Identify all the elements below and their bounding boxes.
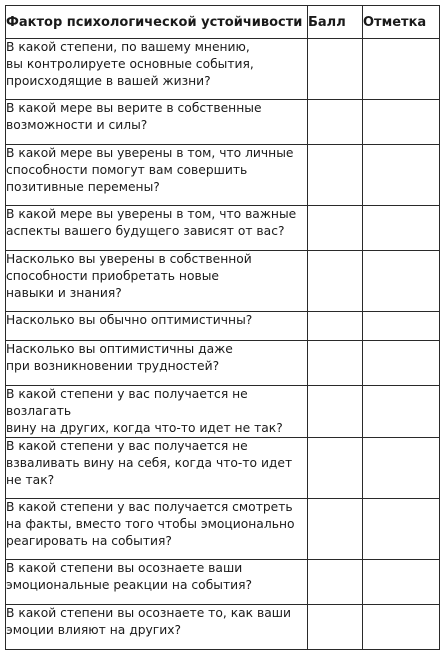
table-row xyxy=(6,206,440,251)
score-cell[interactable] xyxy=(308,341,363,386)
score-cell[interactable] xyxy=(308,560,363,605)
score-cell[interactable] xyxy=(308,605,363,650)
table-row xyxy=(6,251,440,312)
mark-cell[interactable] xyxy=(363,39,440,100)
score-cell[interactable] xyxy=(308,499,363,560)
score-cell[interactable] xyxy=(308,39,363,100)
score-cell[interactable] xyxy=(308,145,363,206)
question-text: В какой мере вы уверены в том, что личные способности помогут вам совершить позитивные перемены? xyxy=(6,145,308,206)
mark-cell[interactable] xyxy=(363,341,440,386)
table-row xyxy=(6,560,440,605)
mark-cell[interactable] xyxy=(363,386,440,438)
question-text: В какой мере вы верите в собственные возможности и силы? xyxy=(6,100,308,145)
mark-cell[interactable] xyxy=(363,145,440,206)
score-cell[interactable] xyxy=(308,438,363,499)
question-text: В какой степени вы осознаете то, как ваши эмоции влияют на других? xyxy=(6,605,308,650)
score-cell[interactable] xyxy=(308,312,363,341)
table-row xyxy=(6,312,440,341)
table-row xyxy=(6,100,440,145)
question-text: В какой степени у вас получается не возлагать вину на других, когда что-то идет не так? xyxy=(6,386,308,438)
score-cell[interactable] xyxy=(308,386,363,438)
table-row xyxy=(6,438,440,499)
table-row xyxy=(6,605,440,650)
mark-cell[interactable] xyxy=(363,251,440,312)
header-mark: Отметка xyxy=(363,6,440,39)
score-cell[interactable] xyxy=(308,251,363,312)
table-row xyxy=(6,386,440,438)
mark-cell[interactable] xyxy=(363,312,440,341)
table-row xyxy=(6,499,440,560)
mark-cell[interactable] xyxy=(363,438,440,499)
score-cell[interactable] xyxy=(308,100,363,145)
question-text: В какой степени у вас получается не взваливать вину на себя, когда что-то идет не так? xyxy=(6,438,308,499)
table-row xyxy=(6,39,440,100)
header-factor: Фактор психологической устойчивости xyxy=(6,6,308,39)
question-text: Насколько вы оптимистичны даже при возникновении трудностей? xyxy=(6,341,308,386)
header-score: Балл xyxy=(308,6,363,39)
mark-cell[interactable] xyxy=(363,206,440,251)
score-cell[interactable] xyxy=(308,206,363,251)
mark-cell[interactable] xyxy=(363,499,440,560)
question-text: В какой степени у вас получается смотреть на факты, вместо того чтобы эмоционально реагировать на события? xyxy=(6,499,308,560)
mark-cell[interactable] xyxy=(363,100,440,145)
question-text: В какой степени вы осознаете ваши эмоциональные реакции на события? xyxy=(6,560,308,605)
table-row xyxy=(6,145,440,206)
table-row xyxy=(6,341,440,386)
resilience-factors-table xyxy=(5,5,440,650)
header-row xyxy=(6,6,440,39)
question-text: В какой степени, по вашему мнению, вы контролируете основные события, происходящие в вашей жизни? xyxy=(6,39,308,100)
question-text: Насколько вы уверены в собственной способности приобретать новые навыки и знания? xyxy=(6,251,308,312)
mark-cell[interactable] xyxy=(363,560,440,605)
question-text: Насколько вы обычно оптимистичны? xyxy=(6,312,308,341)
mark-cell[interactable] xyxy=(363,605,440,650)
question-text: В какой мере вы уверены в том, что важные аспекты вашего будущего зависят от вас? xyxy=(6,206,308,251)
